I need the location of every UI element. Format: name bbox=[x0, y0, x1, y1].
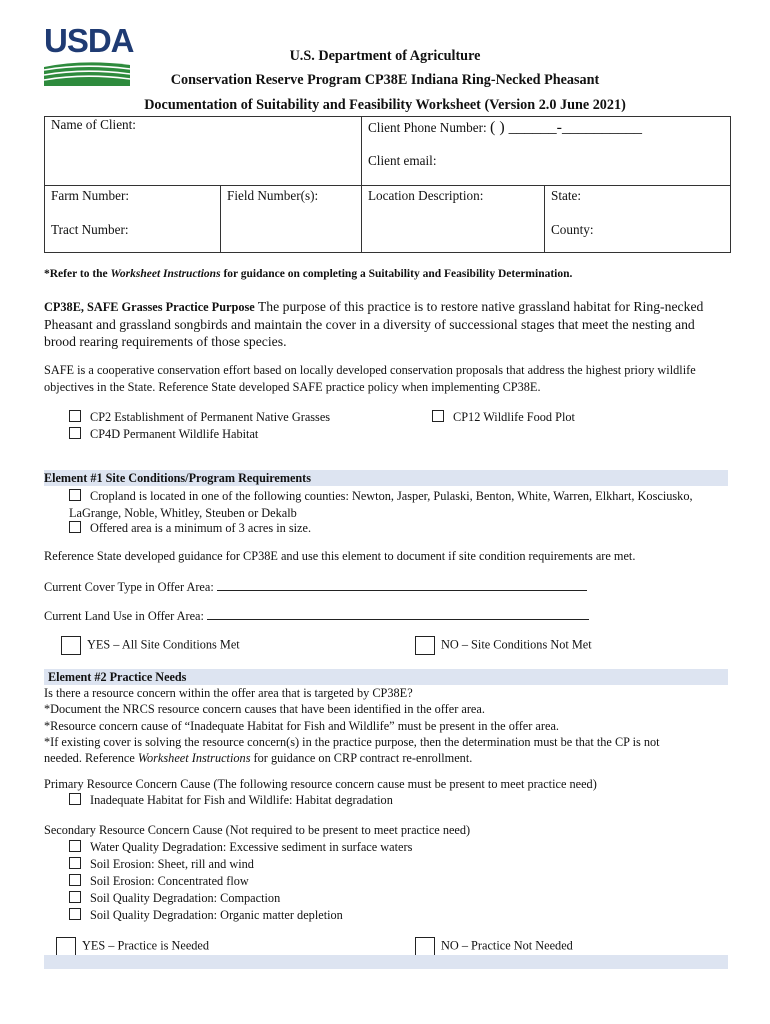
secondary-item-2-label: Soil Erosion: Sheet, rill and wind bbox=[90, 857, 254, 871]
element1-yes-checkbox[interactable] bbox=[61, 636, 81, 655]
secondary-item-5-checkbox[interactable] bbox=[69, 908, 81, 920]
practice-cp12[interactable] bbox=[432, 409, 575, 426]
tract-number-label: Tract Number: bbox=[51, 222, 129, 237]
element2-yes-checkbox[interactable] bbox=[56, 937, 76, 956]
secondary-item-3[interactable] bbox=[69, 873, 249, 890]
primary-concern-item[interactable] bbox=[69, 792, 393, 809]
practice-purpose-title: CP38E, SAFE Grasses Practice Purpose bbox=[44, 300, 255, 314]
cp2-checkbox[interactable] bbox=[69, 410, 81, 422]
element2-line4: needed. Reference Worksheet Instructions for guidance on CRP contract re-enrollment. bbox=[44, 751, 473, 766]
current-cover-row bbox=[44, 578, 587, 596]
element1-yes[interactable] bbox=[61, 636, 240, 655]
location-description-label: Location Description: bbox=[368, 188, 484, 203]
element2-no-label: NO – Practice Not Needed bbox=[441, 938, 573, 953]
safe-text: SAFE is a cooperative conservation effort based on locally developed conservation proposals that address the highest priory wildlife objectives in the State. Reference State developed SAFE practice policy when implementing CP38E. bbox=[44, 363, 696, 394]
primary-concern-item-label: Inadequate Habitat for Fish and Wildlife: Habitat degradation bbox=[90, 793, 393, 807]
current-cover-input[interactable] bbox=[217, 578, 587, 591]
client-email-label: Client email: bbox=[368, 153, 437, 168]
element2-title: Element #2 Practice Needs bbox=[48, 670, 187, 684]
element2-no-checkbox[interactable] bbox=[415, 937, 435, 956]
element1-item1[interactable] bbox=[69, 488, 729, 521]
primary-concern-label: Primary Resource Concern Cause (The following resource concern cause must be present to meet practice need) bbox=[44, 777, 597, 791]
header-line2: Conservation Reserve Program CP38E Indiana Ring-Necked Pheasant bbox=[170, 72, 600, 88]
secondary-concern-label: Secondary Resource Concern Cause (Not required to be present to meet practice need) bbox=[44, 823, 471, 837]
secondary-item-1-checkbox[interactable] bbox=[69, 840, 81, 852]
element2-yes-label: YES – Practice is Needed bbox=[82, 938, 210, 953]
element1-item2-checkbox[interactable] bbox=[69, 521, 81, 533]
element1-item2[interactable] bbox=[69, 520, 311, 537]
element2-instructions bbox=[44, 685, 734, 766]
element1-no[interactable] bbox=[415, 636, 592, 655]
cp12-checkbox[interactable] bbox=[432, 410, 444, 422]
refer-note: *Refer to the Worksheet Instructions for guidance on completing a Suitability and Feasibility Determination. bbox=[44, 268, 573, 280]
county-label: County: bbox=[551, 222, 594, 237]
primary-concern-checkbox[interactable] bbox=[69, 793, 81, 805]
element2-line2: *Resource concern cause of “Inadequate Habitat for Fish and Wildlife” must be present in the offer area. bbox=[44, 718, 559, 733]
practice-purpose bbox=[44, 298, 730, 350]
current-land-use-input[interactable] bbox=[207, 607, 589, 620]
element2-line3: *If existing cover is solving the resource concern(s) in the practice purpose, then the determination must be that the CP is not bbox=[44, 734, 660, 749]
farm-number-label: Farm Number: bbox=[51, 188, 130, 203]
secondary-item-3-label: Soil Erosion: Concentrated flow bbox=[90, 874, 249, 888]
secondary-item-4[interactable] bbox=[69, 890, 280, 907]
header-line3: Documentation of Suitability and Feasibility Worksheet (Version 2.0 June 2021) bbox=[144, 97, 626, 113]
cp4d-checkbox[interactable] bbox=[69, 427, 81, 439]
element1-item1-checkbox[interactable] bbox=[69, 489, 81, 501]
practice-cp4d[interactable] bbox=[69, 426, 258, 443]
client-info-table bbox=[44, 116, 731, 253]
secondary-item-3-checkbox[interactable] bbox=[69, 874, 81, 886]
current-land-use-row bbox=[44, 607, 589, 625]
element2-no[interactable] bbox=[415, 937, 573, 956]
cp12-label: CP12 Wildlife Food Plot bbox=[453, 410, 575, 424]
element1-yes-label: YES – All Site Conditions Met bbox=[87, 637, 240, 652]
client-phone-format[interactable]: ( ) ______-__________ bbox=[489, 119, 642, 136]
secondary-item-2-checkbox[interactable] bbox=[69, 857, 81, 869]
secondary-item-2[interactable] bbox=[69, 856, 254, 873]
worksheet-instructions-ref: Worksheet Instructions bbox=[110, 268, 221, 280]
secondary-item-4-checkbox[interactable] bbox=[69, 891, 81, 903]
element1-reference: Reference State developed guidance for CP38E and use this element to document if site condition requirements are met. bbox=[44, 549, 636, 563]
cp4d-label: CP4D Permanent Wildlife Habitat bbox=[90, 427, 259, 441]
cp2-label: CP2 Establishment of Permanent Native Grasses bbox=[90, 410, 331, 424]
practice-purpose-text: The purpose of this practice is to restore native grassland habitat for Ring-necked Pheasant and grassland songbirds and maintain the cover in a diversity of successional stages that meet the nesting and brood rearing requirements of those species. bbox=[44, 299, 704, 349]
element2-line1: *Document the NRCS resource concern causes that have been identified in the offer area. bbox=[44, 702, 485, 717]
current-land-use-label: Current Land Use in Offer Area: bbox=[44, 609, 204, 623]
practice-cp2[interactable] bbox=[69, 409, 330, 426]
client-phone-label: Client Phone Number: bbox=[368, 120, 487, 135]
element1-title: Element #1 Site Conditions/Program Requirements bbox=[44, 471, 311, 485]
usda-logo-text: USDA bbox=[44, 22, 134, 59]
element2-bottom-band bbox=[44, 955, 728, 969]
state-label: State: bbox=[551, 188, 582, 203]
current-cover-label: Current Cover Type in Offer Area: bbox=[44, 580, 214, 594]
element1-no-checkbox[interactable] bbox=[415, 636, 435, 655]
element2-question: Is there a resource concern within the offer area that is targeted by CP38E? bbox=[44, 686, 413, 700]
element2-yes[interactable] bbox=[56, 937, 209, 956]
name-of-client-label: Name of Client: bbox=[51, 117, 136, 132]
secondary-item-1[interactable] bbox=[69, 839, 412, 856]
secondary-item-5[interactable] bbox=[69, 907, 343, 924]
header-line1: U.S. Department of Agriculture bbox=[289, 48, 481, 64]
secondary-item-4-label: Soil Quality Degradation: Compaction bbox=[90, 891, 281, 905]
secondary-item-1-label: Water Quality Degradation: Excessive sediment in surface waters bbox=[90, 840, 413, 854]
field-number-label: Field Number(s): bbox=[227, 188, 319, 203]
secondary-item-5-label: Soil Quality Degradation: Organic matter depletion bbox=[90, 908, 343, 922]
element1-no-label: NO – Site Conditions Not Met bbox=[441, 637, 592, 652]
element1-item1-label: Cropland is located in one of the following counties: Newton, Jasper, Pulaski, Benton, White, Warren, Elkhart, Kosciusko, LaGrange, Noble, Whitley, Steuben or Dekalb bbox=[69, 489, 693, 520]
element1-item2-label: Offered area is a minimum of 3 acres in size. bbox=[90, 521, 312, 535]
